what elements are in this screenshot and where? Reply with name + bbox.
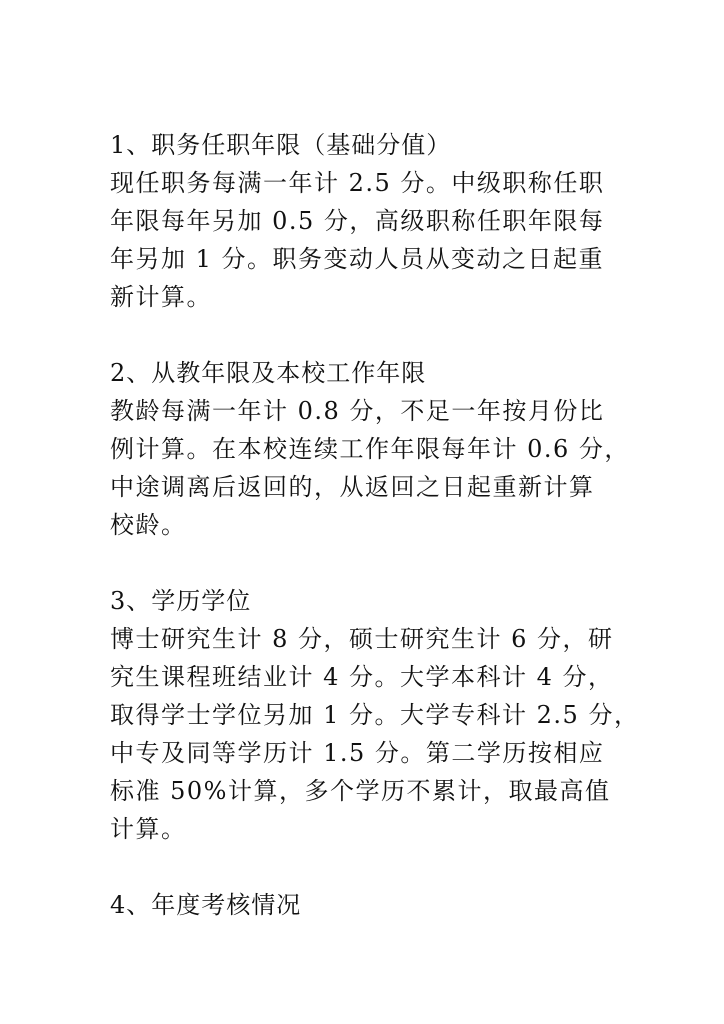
document-page [110,126,640,924]
section-heading: 3、学历学位 [110,587,252,615]
paragraph-line: 中途调离后返回的，从返回之日起重新计算 [110,473,595,501]
paragraph-line: 标准 50%计算，多个学历不累计，取最高值 [110,777,611,805]
paragraph-line: 博士研究生计 8 分，硕士研究生计 6 分，研 [110,625,614,653]
paragraph-line: 年另加 1 分。职务变动人员从变动之日起重 [110,245,605,273]
paragraph-line: 例计算。在本校连续工作年限每年计 0.6 分， [110,435,630,463]
section-heading: 1、职务任职年限（基础分值） [110,131,452,159]
section-3 [110,582,640,848]
section-4 [110,886,620,924]
paragraph-line: 究生课程班结业计 4 分。大学本科计 4 分， [110,663,614,691]
section-2 [110,354,630,544]
paragraph-line: 年限每年另加 0.5 分，高级职称任职年限每 [110,207,605,235]
paragraph-line: 教龄每满一年计 0.8 分，不足一年按月份比 [110,397,605,425]
section-heading: 2、从教年限及本校工作年限 [110,359,427,387]
section-spacer [110,544,620,582]
paragraph-line: 计算。 [110,815,187,843]
paragraph-line: 取得学士学位另加 1 分。大学专科计 2.5 分， [110,701,640,729]
paragraph-line: 中专及同等学历计 1.5 分。第二学历按相应 [110,739,605,767]
section-spacer [110,316,620,354]
section-1 [110,126,620,316]
paragraph-line: 新计算。 [110,283,212,311]
paragraph-line: 现任职务每满一年计 2.5 分。中级职称任职 [110,169,605,197]
section-spacer [110,848,620,886]
paragraph-line: 校龄。 [110,511,187,539]
section-heading: 4、年度考核情况 [110,891,302,919]
